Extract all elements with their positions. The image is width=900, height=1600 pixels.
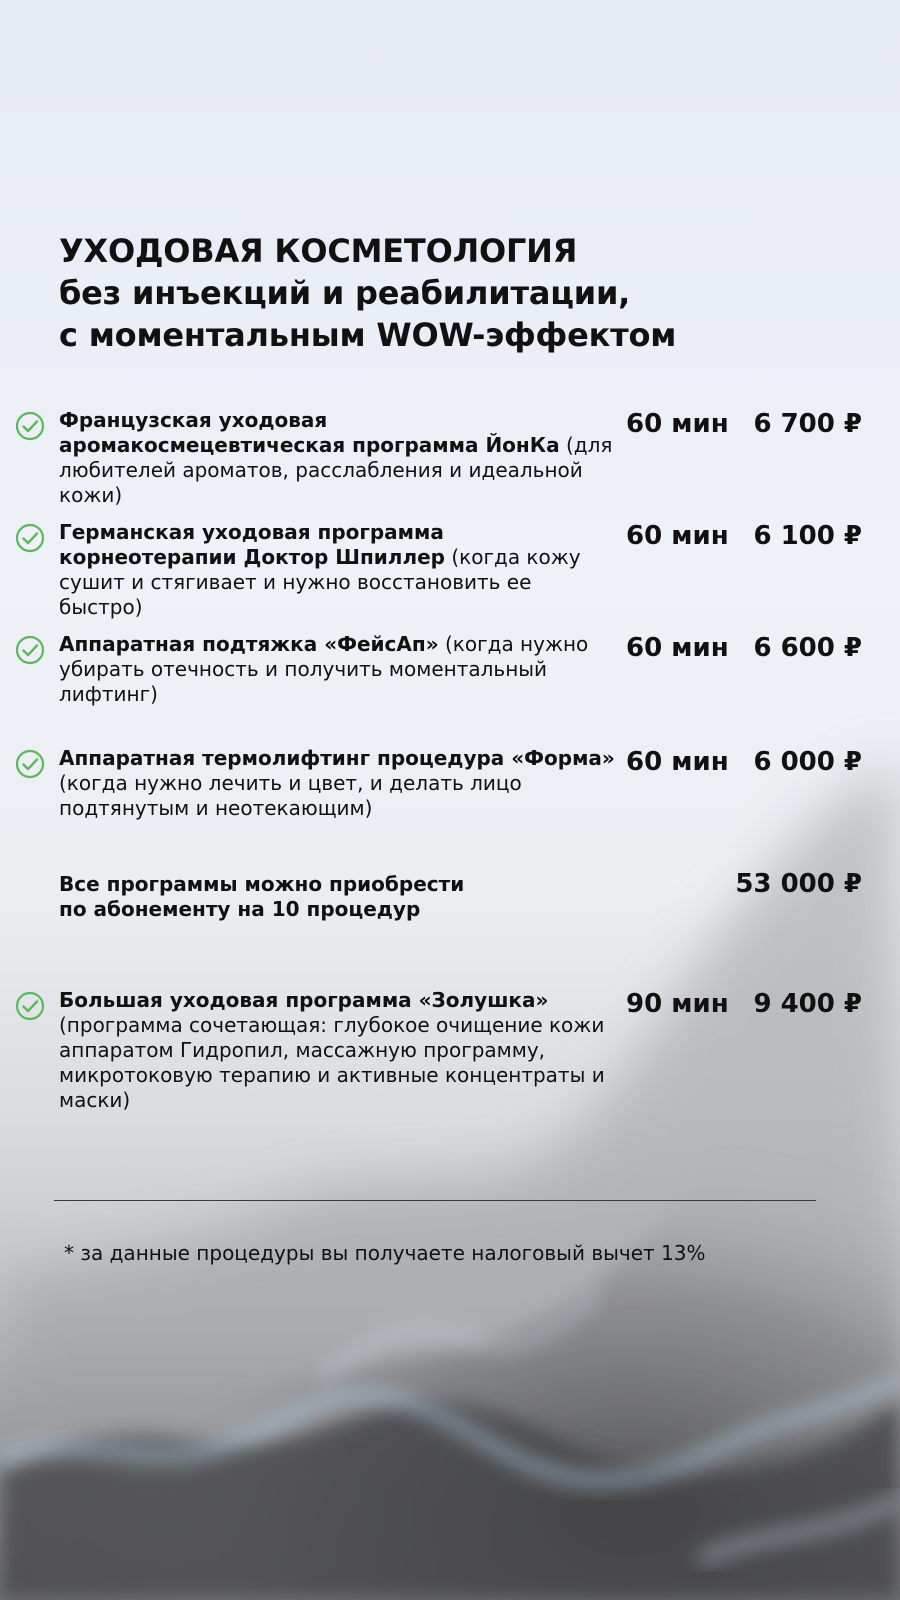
service-note: (для любителей ароматов, расслабления и идеальной кожи) [59,433,613,507]
service-duration: 60 мин [626,521,729,551]
service-duration: 60 мин [626,409,729,439]
check-circle-icon [14,410,46,442]
service-price: 6 100 ₽ [753,521,862,551]
tax-deduction-footnote: * за данные процедуры вы получаете налоговый вычет 13% [64,1241,706,1265]
service-price: 6 000 ₽ [753,747,862,777]
check-circle-icon [14,748,46,780]
service-name: Аппаратная подтяжка «ФейсАп» [59,632,439,656]
service-note: (когда кожу сушит и стягивает и нужно восстановить ее быстро) [59,545,581,619]
service-name: Большая уходовая программа «Золушка» [59,988,549,1012]
service-duration: 90 мин [626,989,729,1019]
subscription-name: Все программы можно приобрести по абонементу на 10 процедур [59,872,465,921]
title-line-2: без инъекций и реабилитации, [59,274,631,312]
service-price: 9 400 ₽ [753,989,862,1019]
service-description [59,632,619,707]
title-line-1: УХОДОВАЯ КОСМЕТОЛОГИЯ [59,232,578,270]
service-description [59,746,619,821]
service-note: (когда нужно убирать отечность и получить моментальный лифтинг) [59,632,589,706]
divider [54,1200,816,1201]
check-circle-icon [14,634,46,666]
title-line-3: с моментальным WOW-эффектом [59,316,677,354]
subscription-description [59,872,479,922]
service-description [59,520,619,620]
check-circle-icon [14,990,46,1022]
service-name: Аппаратная термолифтинг процедура «Форма» [59,746,615,770]
check-circle-icon [14,522,46,554]
service-duration: 60 мин [626,747,729,777]
service-duration: 60 мин [626,633,729,663]
service-description [59,408,619,508]
service-name: Германская уходовая программа корнеотерапии Доктор Шпиллер [59,520,445,569]
service-price: 6 700 ₽ [753,409,862,439]
service-name: Французская уходовая аромакосмецевтическая программа ЙонКа [59,408,560,457]
service-price: 6 600 ₽ [753,633,862,663]
service-note: (программа сочетающая: глубокое очищение кожи аппаратом Гидропил, массажную программу, микротоковую терапию и активные концентраты и маски) [59,1013,605,1112]
service-description [59,988,619,1113]
subscription-price: 53 000 ₽ [735,869,862,899]
page-title [59,230,859,356]
service-note: (когда нужно лечить и цвет, и делать лицо подтянутым и неотекающим) [59,771,522,820]
